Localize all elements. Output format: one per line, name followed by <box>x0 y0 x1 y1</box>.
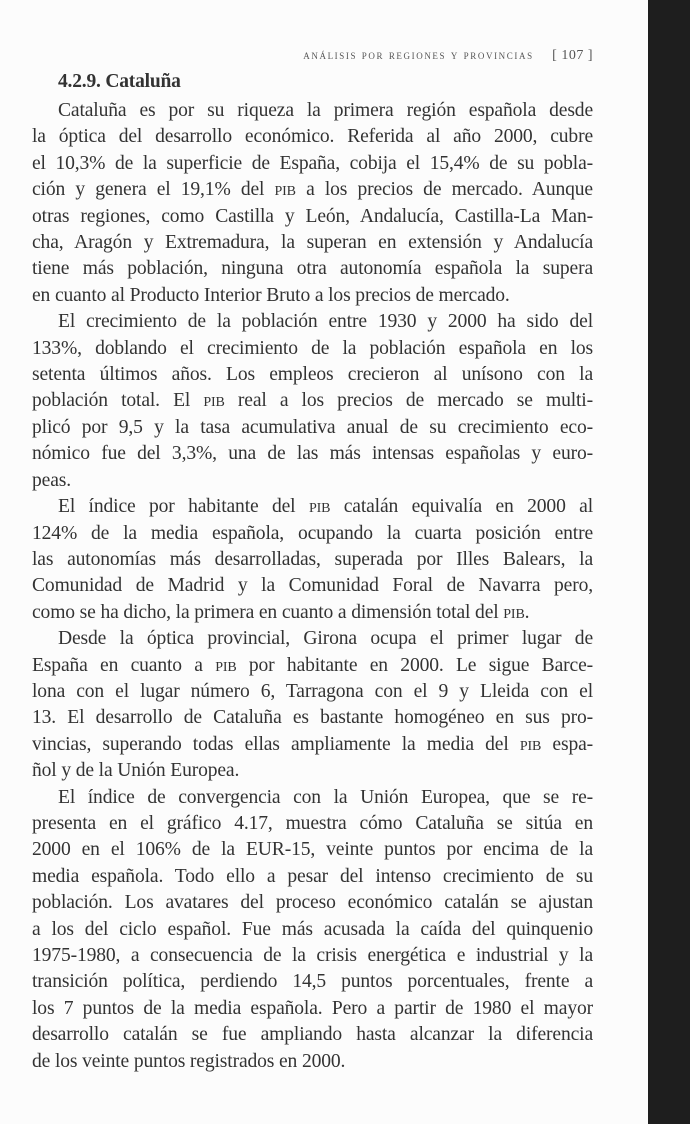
running-head <box>230 48 593 64</box>
text-line: otras regiones, como Castilla y León, Andalucía, Castilla-La Man- <box>32 205 593 227</box>
text-line: cha, Aragón y Extremadura, la superan en extensión y Andalucía <box>32 232 593 254</box>
text-line: las autonomías más desarrolladas, superada por Illes Balears, la <box>32 548 593 570</box>
text-line: ñol y de la Unión Europea. <box>32 760 240 782</box>
section-heading: 4.2.9. Cataluña <box>58 71 181 92</box>
paragraph <box>32 785 593 1075</box>
text-line: población total. El pib real a los precios de mercado se multi- <box>32 390 593 412</box>
text-line: media española. Todo ello a pesar del intenso crecimiento de su <box>32 865 593 887</box>
text-line: presenta en el gráfico 4.17, muestra cómo Cataluña se sitúa en <box>32 812 593 834</box>
dark-margin-panel <box>648 0 690 1124</box>
text-line: tiene más población, ninguna otra autonomía española la supera <box>32 258 593 280</box>
text-line: los 7 puntos de la media española. Pero a partir de 1980 el mayor <box>32 997 593 1019</box>
text-line: 124% de la media española, ocupando la cuarta posición entre <box>32 522 593 544</box>
text-line: desarrollo catalán se fue ampliando hasta alcanzar la diferencia <box>32 1024 593 1046</box>
text-line: de los veinte puntos registrados en 2000. <box>32 1050 346 1072</box>
text-line: peas. <box>32 469 71 491</box>
text-line: El crecimiento de la población entre 1930 y 2000 ha sido del <box>58 311 593 333</box>
text-line: setenta últimos años. Los empleos crecieron al unísono con la <box>32 364 593 386</box>
text-line: la óptica del desarrollo económico. Referida al año 2000, cubre <box>32 126 593 148</box>
text-line: vincias, superando todas ellas ampliamente la media del pib espa- <box>32 733 594 755</box>
paragraph <box>32 626 593 784</box>
text-line: 133%, doblando el crecimiento de la población española en los <box>32 337 593 359</box>
text-line: El índice de convergencia con la Unión Europea, que se re- <box>58 786 593 808</box>
text-line: plicó por 9,5 y la tasa acumulativa anual de su crecimiento eco- <box>32 416 593 438</box>
text-line: el 10,3% de la superficie de España, cobija el 15,4% de su pobla- <box>32 152 593 174</box>
text-line: Comunidad de Madrid y la Comunidad Foral de Navarra pero, <box>32 575 593 597</box>
text-line: a los del ciclo español. Fue más acusada la caída del quinquenio <box>32 918 593 940</box>
text-line: 13. El desarrollo de Cataluña es bastante homogéneo en sus pro- <box>32 707 593 729</box>
text-line: El índice por habitante del pib catalán equivalía en 2000 al <box>58 496 594 518</box>
paragraph <box>32 494 593 626</box>
page-number: [ 107 ] <box>552 48 593 63</box>
running-head-title: análisis por regiones y provincias <box>303 48 534 62</box>
text-line: 2000 en el 106% de la EUR-15, veinte puntos por encima de la <box>32 839 593 861</box>
text-line: lona con el lugar número 6, Tarragona con el 9 y Lleida con el <box>32 680 593 702</box>
body-text <box>32 98 593 1075</box>
text-line: como se ha dicho, la primera en cuanto a dimensión total del pib. <box>32 601 530 623</box>
text-line: población. Los avatares del proceso económico catalán se ajustan <box>32 892 593 914</box>
text-line: ción y genera el 19,1% del pib a los precios de mercado. Aunque <box>32 179 593 201</box>
paragraph <box>32 309 593 494</box>
text-line: 1975-1980, a consecuencia de la crisis energética e industrial y la <box>32 945 593 966</box>
paragraph <box>32 98 593 309</box>
text-line: Desde la óptica provincial, Girona ocupa el primer lugar de <box>58 628 593 650</box>
text-line: nómico fue del 3,3%, una de las más intensas españolas y euro- <box>32 443 593 465</box>
text-line: España en cuanto a pib por habitante en 2000. Le sigue Barce- <box>32 654 593 676</box>
text-line: en cuanto al Producto Interior Bruto a los precios de mercado. <box>32 284 510 306</box>
text-line: Cataluña es por su riqueza la primera región española desde <box>58 100 593 121</box>
text-line: transición política, perdiendo 14,5 puntos porcentuales, frente a <box>32 971 593 993</box>
